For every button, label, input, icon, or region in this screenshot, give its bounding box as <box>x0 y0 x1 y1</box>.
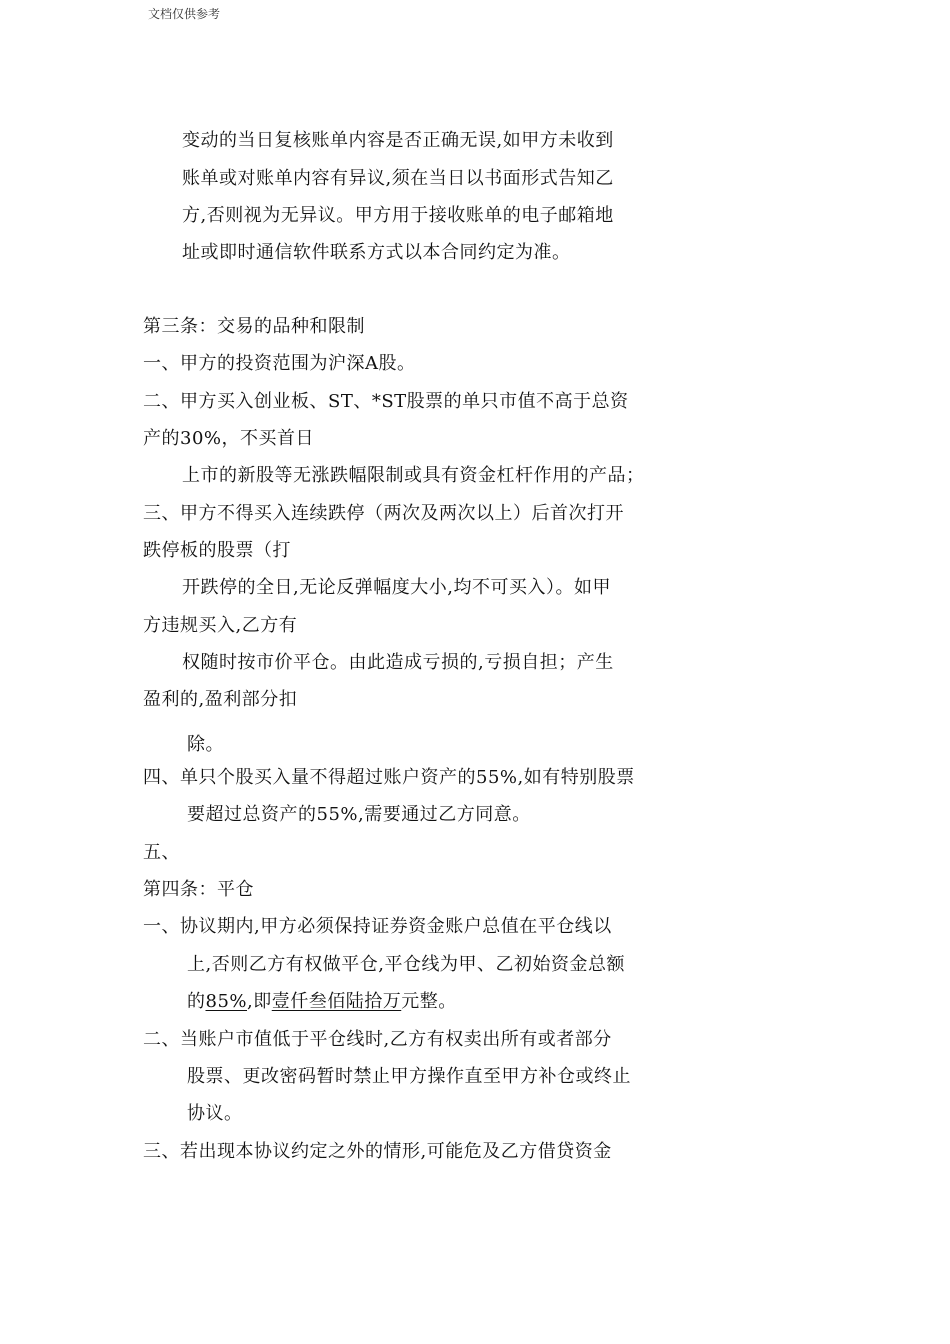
article-4-item-1-line: 上,否则乙方有权做平仓,平仓线为甲、乙初始资金总额 <box>187 954 625 975</box>
article-3-item-3-line: 三、甲方不得买入连续跌停（两次及两次以上）后首次打开 <box>143 503 624 524</box>
article-4-item-2-line: 股票、更改密码暂时禁止甲方操作直至甲方补仓或终止 <box>187 1066 631 1087</box>
paragraph-line: 变动的当日复核账单内容是否正确无误,如甲方未收到 <box>182 130 614 151</box>
article-3-item-4-line: 要超过总资产的55%,需要通过乙方同意。 <box>187 804 531 825</box>
text-run: 元整。 <box>401 991 457 1012</box>
article-3-item-3-line: 开跌停的全日,无论反弹幅度大小,均不可买入）。如甲 <box>182 577 611 598</box>
article-3-title: 第三条：交易的品种和限制 <box>143 316 365 337</box>
article-3-item-3-line: 盈利的,盈利部分扣 <box>143 689 298 710</box>
article-4-item-2-line: 二、当账户市值低于平仓线时,乙方有权卖出所有或者部分 <box>143 1029 612 1050</box>
threshold-amount: 壹仟叁佰陆拾万 <box>271 991 402 1012</box>
article-4-item-3-line: 三、若出现本协议约定之外的情形,可能危及乙方借贷资金 <box>143 1141 612 1162</box>
article-3-item-1: 一、甲方的投资范围为沪深A股。 <box>143 353 416 374</box>
article-3-item-3-line: 权随时按市价平仓。由此造成亏损的,亏损自担；产生 <box>182 652 614 673</box>
article-3-item-5: 五、 <box>143 842 180 863</box>
article-3-item-3-line: 跌停板的股票（打 <box>143 540 291 561</box>
article-3-item-3-line: 除。 <box>187 734 224 755</box>
article-4-item-1-line: 一、协议期内,甲方必须保持证券资金账户总值在平仓线以 <box>143 916 612 937</box>
document-reference-note: 文档仅供参考 <box>148 7 221 21</box>
text-run: 的 <box>187 991 206 1012</box>
threshold-percent: 85% <box>205 991 248 1012</box>
text-run: ,即 <box>247 991 272 1012</box>
paragraph-line: 方,否则视为无异议。甲方用于接收账单的电子邮箱地 <box>182 205 614 226</box>
article-3-item-2-line: 产的30%，不买首日 <box>143 428 315 449</box>
article-3-item-3-line: 方违规买入,乙方有 <box>143 615 298 636</box>
article-4-title: 第四条：平仓 <box>143 879 254 900</box>
paragraph-line: 账单或对账单内容有异议,须在当日以书面形式告知乙 <box>182 168 614 189</box>
article-3-item-2-line: 上市的新股等无涨跌幅限制或具有资金杠杆作用的产品； <box>182 465 645 486</box>
paragraph-line: 址或即时通信软件联系方式以本合同约定为准。 <box>182 242 571 263</box>
article-3-item-2-line: 二、甲方买入创业板、ST、*ST股票的单只市值不高于总资 <box>143 391 629 412</box>
article-4-item-2-line: 协议。 <box>187 1103 243 1124</box>
article-4-item-1-line <box>187 990 457 1014</box>
article-3-item-4-line: 四、单只个股买入量不得超过账户资产的55%,如有特别股票 <box>143 767 635 788</box>
